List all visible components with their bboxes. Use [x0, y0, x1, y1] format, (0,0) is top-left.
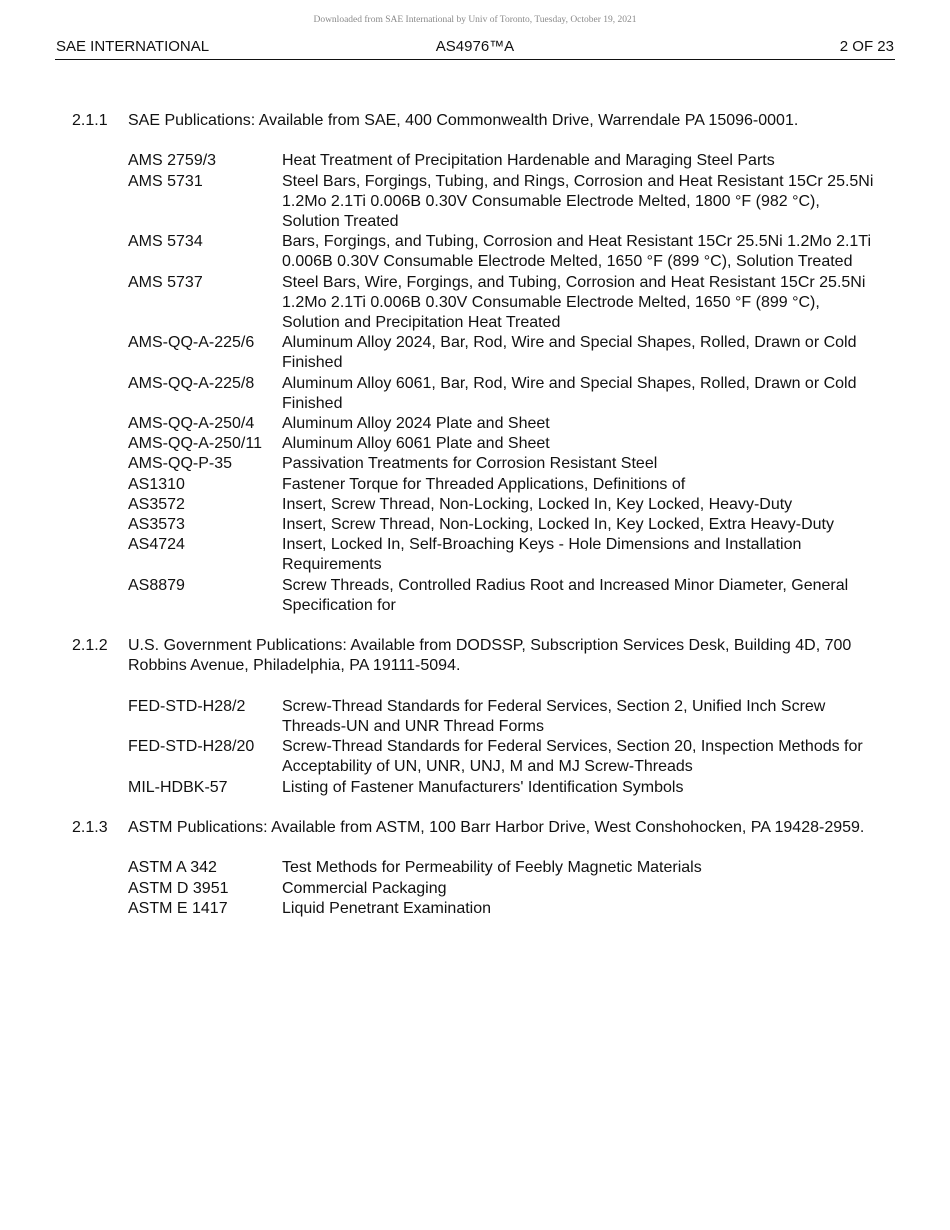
- section-title: SAE Publications: Available from SAE, 400 Commonwealth Drive, Warrendale PA 15096-0001.: [128, 112, 799, 129]
- reference-list: [128, 697, 882, 798]
- reference-code: AS3573: [128, 516, 185, 534]
- reference-item: [128, 858, 882, 878]
- reference-code: AS1310: [128, 475, 185, 493]
- reference-list: [128, 858, 882, 919]
- reference-code: AMS-QQ-A-225/8: [128, 374, 255, 392]
- section-2-1-3: [72, 818, 882, 919]
- reference-item: [128, 454, 882, 474]
- reference-title: Steel Bars, Wire, Forgings, and Tubing, Corrosion and Heat Resistant 15Cr 25.5Ni 1.2Mo 2.1Ti 0.006B 0.30V Consumable Electrode Melted, 1650 °F (899 °C), Solution and Precipitation Heat Treated: [282, 273, 866, 332]
- reference-title: Insert, Locked In, Self-Broaching Keys - Hole Dimensions and Installation Requirements: [282, 536, 802, 574]
- reference-list: [128, 151, 882, 616]
- section-2-1-2: [72, 636, 882, 798]
- reference-title: Test Methods for Permeability of Feebly Magnetic Materials: [282, 859, 702, 877]
- reference-title: Aluminum Alloy 6061, Bar, Rod, Wire and Special Shapes, Rolled, Drawn or Cold Finished: [282, 374, 857, 412]
- reference-title: Passivation Treatments for Corrosion Resistant Steel: [282, 455, 658, 473]
- reference-title: Screw-Thread Standards for Federal Services, Section 20, Inspection Methods for Acceptability of UN, UNR, UNJ, M and MJ Screw-Threads: [282, 738, 863, 776]
- reference-code: AMS-QQ-A-250/4: [128, 415, 255, 433]
- section-2-1-1: [72, 111, 882, 616]
- section-number: 2.1.1: [72, 112, 108, 129]
- reference-code: AMS 5731: [128, 172, 203, 190]
- reference-code: ASTM D 3951: [128, 879, 229, 897]
- section-title: U.S. Government Publications: Available from DODSSP, Subscription Services Desk, Building 4D, 700 Robbins Avenue, Philadelphia, PA 19111-5094.: [128, 637, 852, 675]
- header-page-number: 2 OF 23: [839, 38, 894, 55]
- reference-code: AS3572: [128, 495, 185, 513]
- reference-title: Insert, Screw Thread, Non-Locking, Locked In, Key Locked, Heavy-Duty: [282, 495, 793, 513]
- reference-code: AMS 2759/3: [128, 152, 217, 170]
- reference-item: [128, 737, 882, 777]
- reference-title: Fastener Torque for Threaded Applications, Definitions of: [282, 475, 686, 493]
- section-number: 2.1.3: [72, 819, 108, 837]
- reference-item: [128, 515, 882, 535]
- reference-title: Listing of Fastener Manufacturers' Identification Symbols: [282, 778, 684, 796]
- reference-title: Commercial Packaging: [282, 879, 447, 897]
- reference-item: [128, 879, 882, 899]
- reference-title: Screw Threads, Controlled Radius Root and Increased Minor Diameter, General Specification for: [282, 576, 849, 614]
- reference-code: FED-STD-H28/2: [128, 697, 246, 715]
- reference-title: Liquid Penetrant Examination: [282, 899, 492, 917]
- reference-item: [128, 151, 882, 171]
- reference-item: [128, 273, 882, 334]
- reference-code: AMS-QQ-A-250/11: [128, 435, 262, 453]
- reference-title: Insert, Screw Thread, Non-Locking, Locked In, Key Locked, Extra Heavy-Duty: [282, 516, 834, 534]
- reference-item: [128, 232, 882, 272]
- reference-title: Aluminum Alloy 2024, Bar, Rod, Wire and Special Shapes, Rolled, Drawn or Cold Finished: [282, 334, 857, 372]
- reference-code: FED-STD-H28/20: [128, 738, 255, 756]
- reference-title: Heat Treatment of Precipitation Hardenable and Maraging Steel Parts: [282, 152, 775, 170]
- reference-title: Aluminum Alloy 6061 Plate and Sheet: [282, 435, 550, 453]
- reference-code: ASTM A 342: [128, 859, 217, 877]
- reference-code: AS4724: [128, 536, 185, 554]
- reference-code: AMS 5734: [128, 233, 203, 251]
- reference-title: Aluminum Alloy 2024 Plate and Sheet: [282, 415, 550, 433]
- reference-item: [128, 535, 882, 575]
- section-title: ASTM Publications: Available from ASTM, 100 Barr Harbor Drive, West Conshohocken, PA 19428-2959.: [128, 819, 865, 837]
- document-body: [72, 111, 882, 939]
- download-watermark: Downloaded from SAE International by Univ of Toronto, Tuesday, October 19, 2021: [313, 15, 637, 25]
- reference-item: [128, 333, 882, 373]
- header-document-id: AS4976™A: [435, 38, 515, 55]
- reference-item: [128, 899, 882, 919]
- page-header: [55, 38, 895, 60]
- section-number: 2.1.2: [72, 637, 108, 655]
- reference-title: Screw-Thread Standards for Federal Services, Section 2, Unified Inch Screw Threads-UN and UNR Thread Forms: [282, 697, 826, 736]
- reference-item: [128, 576, 882, 616]
- header-publisher: SAE INTERNATIONAL: [56, 38, 210, 55]
- reference-title: Steel Bars, Forgings, Tubing, and Rings, Corrosion and Heat Resistant 15Cr 25.5Ni 1.2Mo 2.1Ti 0.006B 0.30V Consumable Electrode Melted, 1800 °F (982 °C), Solution Treated: [282, 172, 874, 230]
- reference-item: [128, 414, 882, 434]
- reference-item: [128, 475, 882, 495]
- reference-item: [128, 495, 882, 515]
- reference-item: [128, 374, 882, 414]
- reference-code: MIL-HDBK-57: [128, 778, 228, 796]
- reference-code: AMS 5737: [128, 273, 203, 291]
- reference-code: AMS-QQ-A-225/6: [128, 334, 255, 352]
- reference-code: AS8879: [128, 576, 185, 594]
- reference-code: ASTM E 1417: [128, 899, 228, 917]
- reference-title: Bars, Forgings, and Tubing, Corrosion and Heat Resistant 15Cr 25.5Ni 1.2Mo 2.1Ti 0.006B 0.30V Consumable Electrode Melted, 1650 °F (899 °C), Solution Treated: [282, 233, 872, 271]
- reference-item: [128, 434, 882, 454]
- reference-item: [128, 697, 882, 737]
- reference-item: [128, 172, 882, 233]
- reference-item: [128, 778, 882, 798]
- reference-code: AMS-QQ-P-35: [128, 455, 233, 473]
